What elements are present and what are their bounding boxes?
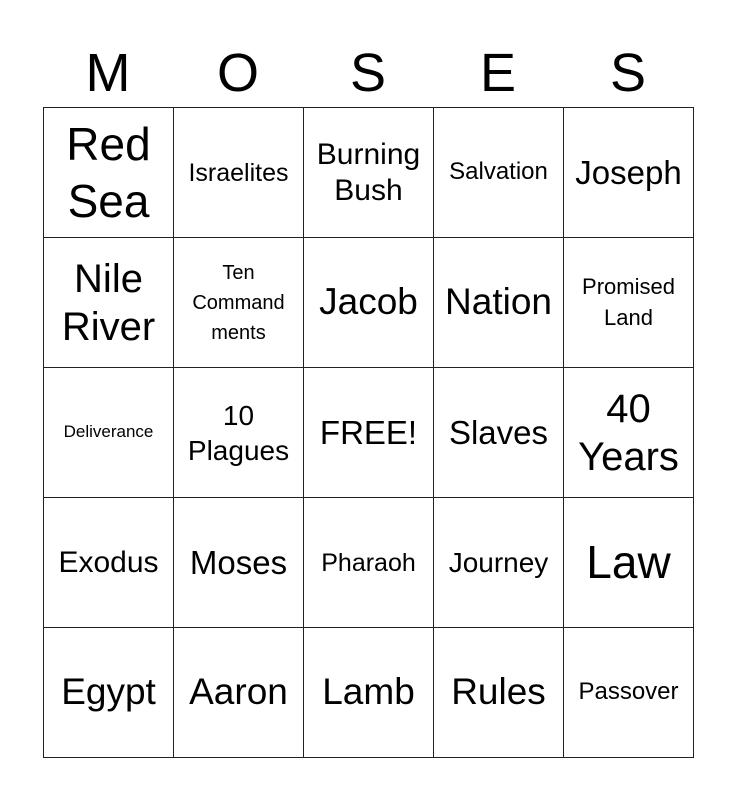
free-space[interactable] [304,368,434,498]
bingo-cell[interactable] [304,628,434,758]
bingo-cell[interactable] [44,238,174,368]
cell-text: 10 Plagues [187,399,290,466]
cell-text: Israelites [188,158,289,187]
header-letter-s2: S [609,43,647,103]
bingo-cell[interactable] [564,498,694,628]
cell-text: Promised Land [582,273,675,330]
bingo-cell[interactable] [564,238,694,368]
bingo-cell[interactable] [174,238,304,368]
cell-text: Aaron [189,671,288,713]
cell-text: Salvation [449,158,548,186]
cell-text: Nation [445,281,552,323]
bingo-cell[interactable] [434,108,564,238]
cell-text: Ten Command ments [192,261,285,344]
bingo-cell[interactable] [44,108,174,238]
cell-text: FREE! [319,413,418,451]
bingo-cell[interactable] [434,238,564,368]
cell-text: Joseph [575,153,682,191]
bingo-cell[interactable] [304,498,434,628]
bingo-cell[interactable] [44,628,174,758]
bingo-cell[interactable] [174,368,304,498]
cell-text: Burning Bush [316,137,421,207]
cell-text: Moses [189,543,288,581]
cell-text: Red Sea [66,118,151,227]
bingo-cell[interactable] [304,238,434,368]
cell-text: Passover [578,678,679,706]
bingo-cell[interactable] [564,368,694,498]
cell-text: Deliverance [63,422,154,442]
cell-text: Slaves [448,413,549,451]
cell-text: Pharaoh [321,548,416,577]
bingo-cell[interactable] [174,498,304,628]
cell-text: Egypt [61,671,156,713]
cell-text: Lamb [322,671,415,713]
header-letter-m: M [85,43,131,103]
cell-text: 40 Years [578,386,679,479]
bingo-cell[interactable] [44,368,174,498]
bingo-cell[interactable] [434,498,564,628]
cell-text: Rules [451,671,546,713]
bingo-cell[interactable] [434,628,564,758]
bingo-cell[interactable] [564,628,694,758]
cell-text: Exodus [58,545,159,579]
bingo-cell[interactable] [564,108,694,238]
bingo-cell[interactable] [174,628,304,758]
cell-text: Jacob [319,281,418,323]
bingo-cell[interactable] [304,108,434,238]
header-letter-o: O [216,43,259,103]
bingo-header [43,40,693,106]
cell-text: Nile River [61,256,156,349]
bingo-cell[interactable] [434,368,564,498]
bingo-cell[interactable] [174,108,304,238]
header-letter-e: E [479,43,517,103]
cell-text: Law [586,536,671,589]
bingo-board [43,107,694,758]
bingo-cell[interactable] [44,498,174,628]
header-letter-s: S [349,43,387,103]
cell-text: Journey [448,547,549,578]
